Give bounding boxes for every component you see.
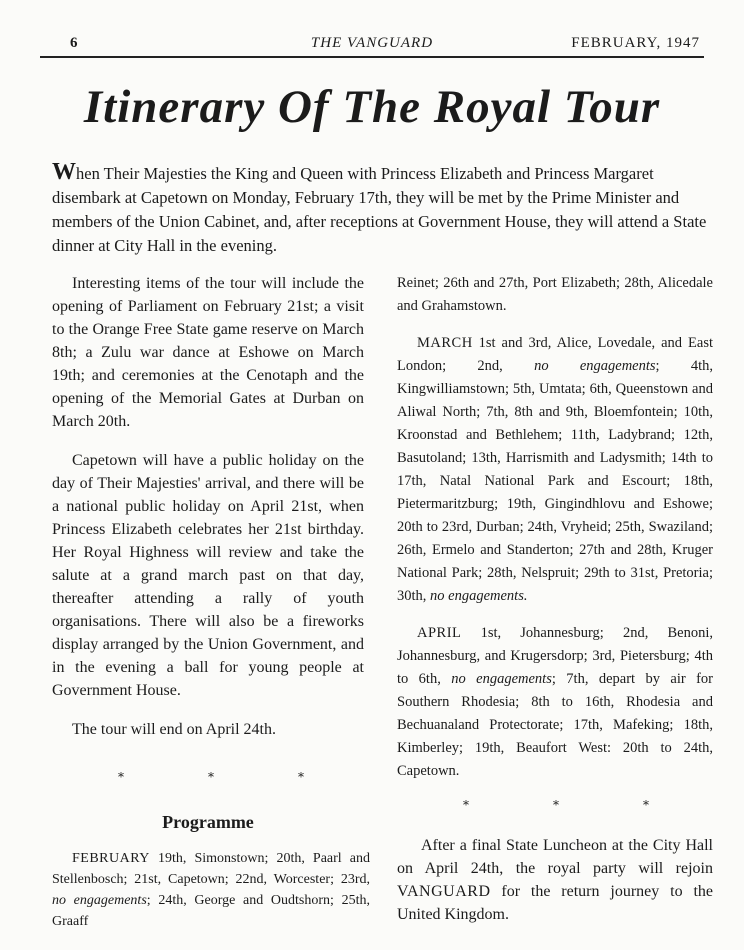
programme-heading: Programme [162,812,254,832]
april-no-engagements: no engagements [451,671,552,687]
february-text-2: ; 24th, George and Oudtshorn; 25th, Graaff [52,893,370,929]
page-header [40,30,704,58]
intro-text: hen Their Majesties the King and Queen with Princess Elizabeth and Princess Margaret disembark at Capetown on Monday, February 17th, they will be met by the Prime Minister and members of the Union Cabinet, and, after receptions at Government House, they will attend a State dinner at City Hall in the evening. [52,164,707,255]
star-2: * [208,770,214,784]
page-number: 6 [70,35,78,51]
issue-date: FEBRUARY, 1947 [571,35,700,51]
february-text-1: 19th, Simonstown; 20th, Paarl and Stellenbosch; 21st, Capetown; 22nd, Worcester; 23rd, [52,851,370,887]
april-text-2: ; 7th, depart by air for Southern Rhodesia; 8th to 16th, Rhodesia and Bechuanaland Protectorate; 17th, Mafeking; 18th, Kimberley; 19th, Beaufort West: 20th to 24th, Capetown. [397,671,713,779]
star-6: * [643,798,649,812]
drop-cap: W [52,159,76,185]
right-stars-divider [397,798,713,812]
march-no-engagements-2: no engagements. [430,588,528,604]
star-4: * [463,798,469,812]
april-text-1: 1st, Johannesburg; 2nd, Benoni, Johannesburg, and Krugersdorp; 3rd, Pietersburg; 4th to 6th, [397,625,713,687]
month-label-march: MARCH [417,335,473,351]
intro-paragraph [52,160,712,258]
programme-continuation: Reinet; 26th and 27th, Port Elizabeth; 28th, Alicedale and Grahamstown. [397,275,713,314]
star-1: * [118,770,124,784]
march-no-engagements-1: no engagements [534,358,656,374]
left-paragraph-1: Interesting items of the tour will include the opening of Parliament on February 21st; a visit to the Orange Free State game reserve on March 8th; a Zulu war dance at Eshowe on March 19th; and ceremonies at the Cenotaph and the opening of the Memorial Gates at Durban on March 20th. [52,275,364,430]
month-label-april: APRIL [417,625,462,641]
left-paragraph-2: Capetown will have a public holiday on the day of Their Majesties' arrival, and there will be a national public holiday on April 21st, when Princess Elizabeth celebrates her 21st birthday. Her Royal Highness will review and take the salute at a grand march past on that day, thereafter attending a rally of youth organisations. There will also be a fireworks display arranged by the Union Government, and in the evening a ball for young people at Government House. [52,452,364,699]
vanguard-ship-name: VANGUARD [397,883,491,900]
march-text-1: 1st and 3rd, Alice, Lovedale, and East London; 2nd, [397,335,713,374]
article-title: Itinerary Of The Royal Tour [83,81,661,133]
star-3: * [298,770,304,784]
star-5: * [553,798,559,812]
programme-february [52,848,370,932]
magazine-name: THE VANGUARD [310,35,434,51]
right-column [397,272,713,797]
closing-text-2: for the return journey to the United Kingdom. [397,883,713,923]
programme-march [397,332,713,608]
closing-paragraph [397,834,713,926]
march-text-2: ; 4th, Kingwilliamstown; 5th, Umtata; 6th, Queenstown and Aliwal North; 7th, 8th and 9th, Bloemfontein; 10th, Kroonstad and Bethlehem; 11th, Ladybrand; 12th, Basutoland; 13th, Harrismith and Ladysmith; 14th to 17th, Natal National Park and Escourt; 18th, Pietermaritzburg; 19th, Gingindhlovu and Eshowe; 20th to 23rd, Durban; 24th, Vryheid; 25th, Swaziland; 26th, Ermelo and Standerton; 27th and 28th, Kruger National Park; 28th, Nelspruit; 29th to 31st, Pretoria; 30th, [397,358,714,604]
left-stars-divider [52,770,364,784]
february-no-engagements: no engagements [52,893,147,908]
month-label-february: FEBRUARY [72,851,150,866]
left-column [52,272,364,757]
programme-april [397,622,713,783]
closing-text-1: After a final State Luncheon at the City Hall on April 24th, the royal party will rejoin [397,837,713,877]
left-paragraph-3: The tour will end on April 24th. [72,721,276,738]
